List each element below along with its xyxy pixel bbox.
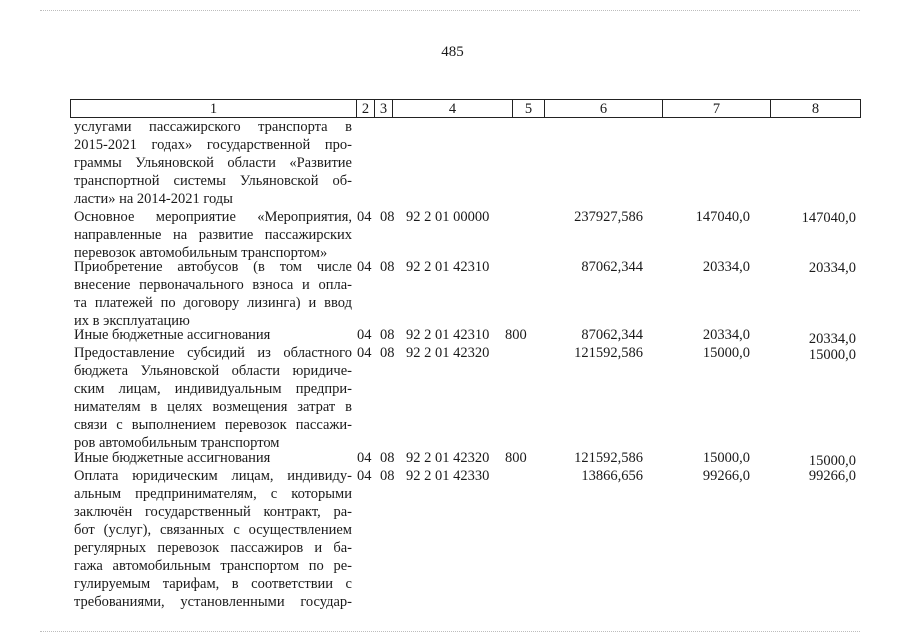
amount-col-8: 20334,0 [808, 260, 856, 276]
expense-type-code: 800 [505, 327, 527, 343]
header-col-5: 5 [513, 100, 545, 118]
amount-col-7: 20334,0 [702, 259, 750, 275]
subsection-code: 08 [380, 327, 395, 343]
subsection-code: 08 [380, 345, 395, 361]
section-code: 04 [357, 468, 372, 484]
amount-col-6: 13866,656 [581, 468, 643, 484]
amount-col-6: 87062,344 [581, 259, 643, 275]
header-col-2: 2 [357, 100, 375, 118]
subsection-code: 08 [380, 259, 395, 275]
row-description: услугами пассажирского транспорта в 2015-2021 годах» государственной про- граммы Ульяновской области «Развитие транспортной системы Ульяновской об- ласти» на 2014-2021 годы [74, 119, 352, 207]
subsection-code: 08 [380, 468, 395, 484]
top-scan-edge [40, 10, 860, 12]
header-col-3: 3 [375, 100, 393, 118]
target-article-code: 92 2 01 00000 [406, 209, 490, 225]
header-col-6: 6 [545, 100, 663, 118]
amount-col-7: 99266,0 [702, 468, 750, 484]
header-col-4: 4 [393, 100, 513, 118]
subsection-code: 08 [380, 450, 395, 466]
amount-col-6: 121592,586 [574, 345, 643, 361]
target-article-code: 92 2 01 42310 [406, 259, 490, 275]
section-code: 04 [357, 209, 372, 225]
column-header-row [71, 100, 861, 118]
amount-col-8: 99266,0 [808, 468, 856, 484]
target-article-code: 92 2 01 42310 [406, 327, 490, 343]
page-number: 485 [441, 44, 464, 60]
header-col-8: 8 [771, 100, 861, 118]
amount-col-7: 147040,0 [695, 209, 750, 225]
row-description: Иные бюджетные ассигнования [74, 450, 271, 466]
header-col-1: 1 [71, 100, 357, 118]
expense-type-code: 800 [505, 450, 527, 466]
amount-col-6: 237927,586 [574, 209, 643, 225]
column-header-table [70, 99, 861, 118]
row-description: Оплата юридическим лицам, индивиду- альным предпринимателям, с которыми заключён государственный контракт, ра- бот (услуг), связанных с осуществлением регулярных перевозок пассажиров и ба- гажа автомобильным транспортом по ре- гулируемым тарифам, в соответствии с требованиями, установленными государ- [74, 468, 352, 610]
target-article-code: 92 2 01 42330 [406, 468, 490, 484]
amount-col-8: 20334,0 [808, 331, 856, 347]
header-col-7: 7 [663, 100, 771, 118]
amount-col-6: 121592,586 [574, 450, 643, 466]
bottom-scan-edge [40, 631, 860, 633]
section-code: 04 [357, 259, 372, 275]
amount-col-7: 15000,0 [702, 345, 750, 361]
amount-col-7: 20334,0 [702, 327, 750, 343]
section-code: 04 [357, 327, 372, 343]
target-article-code: 92 2 01 42320 [406, 450, 490, 466]
target-article-code: 92 2 01 42320 [406, 345, 490, 361]
amount-col-8: 147040,0 [801, 210, 856, 226]
subsection-code: 08 [380, 209, 395, 225]
amount-col-7: 15000,0 [702, 450, 750, 466]
amount-col-8: 15000,0 [808, 453, 856, 469]
row-description: Приобретение автобусов (в том числе внесение первоначального взноса и опла- та платежей по договору лизинга) и ввод их в эксплуатацию [74, 259, 352, 329]
row-description: Основное мероприятие «Мероприятия, направленные на развитие пассажирских перевозок автомобильным транспортом» [74, 209, 352, 261]
amount-col-8: 15000,0 [808, 347, 856, 363]
row-description: Иные бюджетные ассигнования [74, 327, 271, 343]
amount-col-6: 87062,344 [581, 327, 643, 343]
section-code: 04 [357, 345, 372, 361]
row-description: Предоставление субсидий из областного бюджета Ульяновской области юридиче- ским лицам, индивидуальным предпри- нимателям в целях возмещения затрат в связи с выполнением перевозок пассажи- ров автомобильным транспортом [74, 345, 352, 451]
section-code: 04 [357, 450, 372, 466]
